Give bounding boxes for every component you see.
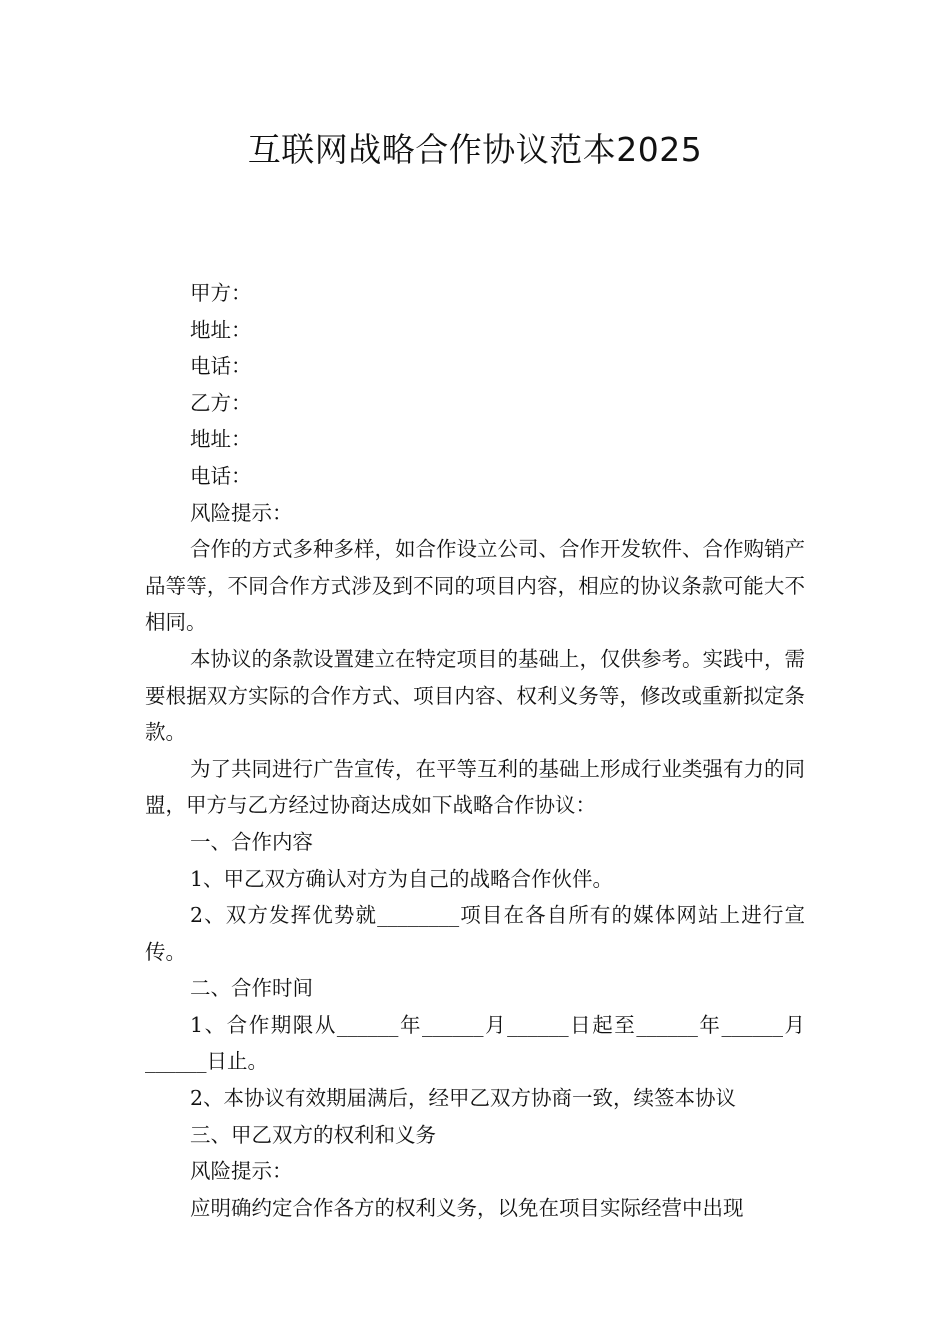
party-b-label: 乙方： xyxy=(190,390,252,415)
document-body xyxy=(145,275,805,1226)
risk-notice-heading: 风险提示： xyxy=(190,1159,293,1184)
body-paragraph: 为了共同进行广告宣传，在平等互利的基础上形成行业类强有力的同盟，甲方与乙方经过协商达成如下战略合作协议： xyxy=(145,756,805,818)
section-heading: 二、合作时间 xyxy=(190,976,313,1001)
section-heading: 一、合作内容 xyxy=(190,829,313,854)
clause-item: 2、双方发挥优势就________项目在各自所有的媒体网站上进行宣传。 xyxy=(145,903,805,964)
body-paragraph: 应明确约定合作各方的权利义务，以免在项目实际经营中出现 xyxy=(190,1195,744,1220)
party-b-address-label: 地址： xyxy=(190,427,252,452)
party-b-phone-label: 电话： xyxy=(190,463,252,488)
section-heading: 三、甲乙双方的权利和义务 xyxy=(190,1122,436,1147)
risk-notice-heading: 风险提示： xyxy=(190,500,293,525)
body-paragraph: 合作的方式多种多样，如合作设立公司、合作开发软件、合作购销产品等等，不同合作方式涉及到不同的项目内容，相应的协议条款可能大不相同。 xyxy=(145,537,805,635)
clause-item: 2、本协议有效期届满后，经甲乙双方协商一致，续签本协议 xyxy=(190,1086,737,1111)
party-a-label: 甲方： xyxy=(190,281,252,305)
clause-item: 1、合作期限从______年______月______日起至______年______月______日止。 xyxy=(145,1012,805,1074)
body-paragraph: 本协议的条款设置建立在特定项目的基础上，仅供参考。实践中，需要根据双方实际的合作方式、项目内容、权利义务等，修改或重新拟定条款。 xyxy=(145,646,805,745)
document-title: 互联网战略合作协议范本2025 xyxy=(247,130,703,169)
party-a-phone-label: 电话： xyxy=(190,354,252,379)
party-a-address-label: 地址： xyxy=(190,317,252,342)
clause-item: 1、甲乙双方确认对方为自己的战略合作伙伴。 xyxy=(190,866,614,891)
